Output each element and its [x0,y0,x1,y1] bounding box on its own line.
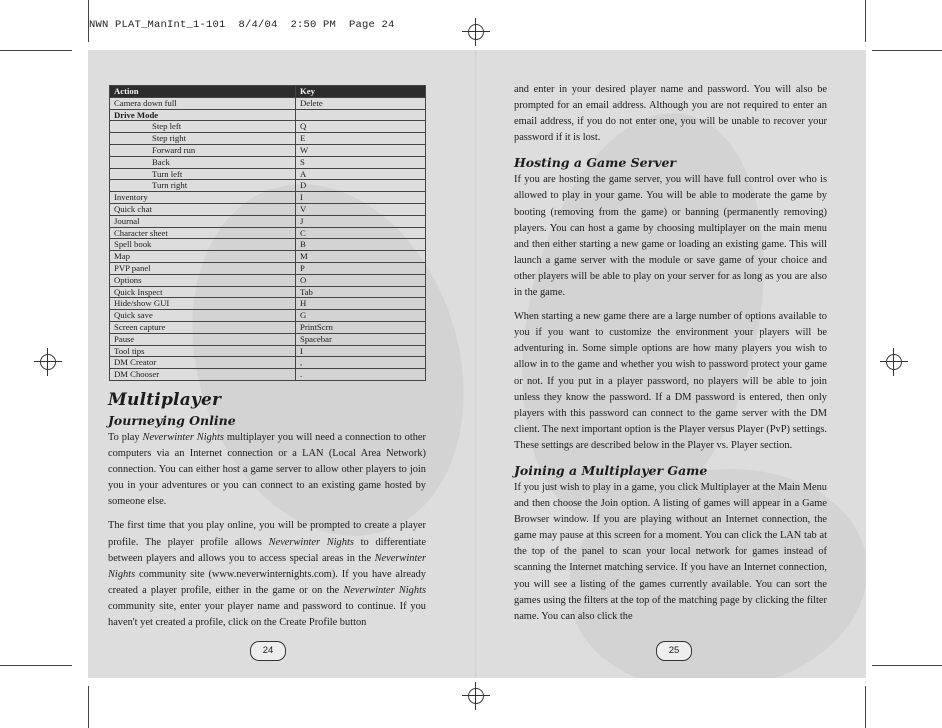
action-cell: Map [110,251,296,263]
left-page-text [108,390,426,631]
key-cell: G [296,310,426,322]
key-cell: , [296,357,426,369]
key-cell: Q [296,121,426,133]
key-cell: PrintScrn [296,321,426,333]
paragraph: To play Neverwinter Nights multiplayer you will need a connection to other computers via an Internet connection or a LAN (Local Area Network) connection. You can either host a game server to allow other players to join you in your adventures or you can connect to an existing game hosted by someone else. [108,432,426,508]
page-gutter [475,50,479,678]
action-cell: Drive Mode [110,109,296,121]
table-row [110,109,426,121]
crop-mark [872,665,942,666]
action-cell: Journal [110,215,296,227]
action-cell: Quick chat [110,203,296,215]
paragraph: and enter in your desired player name and password. You will also be prompted for an email address. Although you are not required to enter an email address, if you do not enter one, you will be unable to recover your password if it is lost. [514,84,827,144]
crop-mark [88,0,89,42]
key-cell: I [296,192,426,204]
table-row [110,180,426,192]
registration-mark-icon [38,352,58,372]
table-row [110,168,426,180]
registration-mark-icon [884,352,904,372]
action-cell: Character sheet [110,227,296,239]
action-cell: Tool tips [110,345,296,357]
key-cell: A [296,168,426,180]
table-row [110,274,426,286]
page-number-left: 24 [250,641,286,661]
table-row [110,192,426,204]
action-cell: Quick save [110,310,296,322]
table-row [110,345,426,357]
action-cell: Options [110,274,296,286]
print-slug: NWN PLAT_ManInt_1-101 8/4/04 2:50 PM Page 24 [89,19,395,31]
paragraph: When starting a new game there are a large number of options available to you if you want to customize the environment your players will be adventuring in. Some simple options are how many players you wish to allow in to the game and whether you wish to password protect your game or not. If you put in a player password, no players will be able to join unless they know the password. If a DM password is entered, then only players with this password can connect to the game server with the DM client. The next important option is the Player versus Player (PvP) settings. These settings are described below in the Player vs. Player section. [514,311,827,451]
registration-mark-icon [466,686,486,706]
table-row [110,310,426,322]
key-cell: P [296,262,426,274]
subsection-title: Journeying Online [108,413,236,428]
section-title: Multiplayer [108,390,222,410]
action-cell: Screen capture [110,321,296,333]
action-cell: Step right [110,133,296,145]
key-cell: Delete [296,97,426,109]
key-cell: O [296,274,426,286]
table-header-row [110,86,426,98]
key-bindings-table [109,85,426,381]
table-row [110,262,426,274]
action-cell: Back [110,156,296,168]
subsection-title-hosting: Hosting a Game Server [514,155,677,171]
crop-mark [0,50,72,51]
action-cell: PVP panel [110,262,296,274]
key-cell: W [296,144,426,156]
table-row [110,251,426,263]
table-row [110,321,426,333]
crop-mark [872,50,942,51]
table-row [110,239,426,251]
table-row [110,357,426,369]
paragraph: If you just wish to play in a game, you click Multiplayer at the Main Menu and then choose the Join option. A listing of games will appear in a Game Browser window. If you are playing without an Internet connection, the game may pause at this screen for a moment. You can click the LAN tab at the top of the panel to scan your local network for games instead of scanning the Internet matching service. If you have an Internet connection, you will see a listing of the games currently available. You can sort the games using the filters at the top of the matching page by clicking the filter name. You can also click the [514,481,827,622]
table-row [110,144,426,156]
action-cell: Turn right [110,180,296,192]
key-cell: H [296,298,426,310]
table-body [110,97,426,380]
game-title: Neverwinter Nights [268,536,354,548]
table-row [110,333,426,345]
key-cell: B [296,239,426,251]
table-row [110,298,426,310]
right-page-text [514,82,827,625]
key-cell: S [296,156,426,168]
key-cell: M [296,251,426,263]
paragraph: If you are hosting the game server, you will have full control over who is allowed to play in your game. You will be able to moderate the game by booting (removing from the game) or banning (permanently removing) players. You can host a game by choosing multiplayer on the main menu and then either starting a new game or loading an existing game. This will launch a game server with the module or save game of your choice and other players will be able to play on your server for as long as you are also in the game. [514,174,827,299]
crop-mark [865,0,866,42]
key-cell [296,109,426,121]
table-row [110,286,426,298]
table-row [110,203,426,215]
game-title: Neverwinter Nights [343,584,426,596]
table-row [110,369,426,381]
crop-mark [865,686,866,728]
registration-mark-icon [466,22,486,42]
action-cell: Step left [110,121,296,133]
key-cell: V [296,203,426,215]
action-cell: Spell book [110,239,296,251]
key-cell: D [296,180,426,192]
action-cell: Turn left [110,168,296,180]
key-cell: C [296,227,426,239]
page-number-right: 25 [656,641,692,661]
game-title: Neverwinter Nights [108,552,426,580]
action-cell: Inventory [110,192,296,204]
table-row [110,215,426,227]
table-row [110,156,426,168]
subsection-title-joining: Joining a Multiplayer Game [514,462,708,478]
key-cell: E [296,133,426,145]
key-cell: Spacebar [296,333,426,345]
action-cell: Pause [110,333,296,345]
action-cell: DM Creator [110,357,296,369]
crop-mark [88,686,89,728]
table-row [110,97,426,109]
key-cell: Tab [296,286,426,298]
action-cell: Forward run [110,144,296,156]
key-cell: . [296,369,426,381]
action-cell: DM Chooser [110,369,296,381]
key-cell: J [296,215,426,227]
table-row [110,133,426,145]
table-row [110,121,426,133]
column-header-key: Key [296,86,426,98]
crop-mark [0,665,72,666]
key-cell: I [296,345,426,357]
action-cell: Quick Inspect [110,286,296,298]
action-cell: Camera down full [110,97,296,109]
game-title: Neverwinter Nights [142,432,224,443]
paragraph: The first time that you play online, you will be prompted to create a player profile. The player profile allows Neverwinter Nights to differentiate between players and allows you to access special areas in the Neverwinter Nights community site (www.neverwinternights.com). If you have already created a player profile, either in the game or on the Neverwinter Nights community site, enter your player name and password to continue. If you haven't yet created a profile, click on the Create Profile button [108,520,426,629]
action-cell: Hide/show GUI [110,298,296,310]
table-row [110,227,426,239]
column-header-action: Action [110,86,296,98]
